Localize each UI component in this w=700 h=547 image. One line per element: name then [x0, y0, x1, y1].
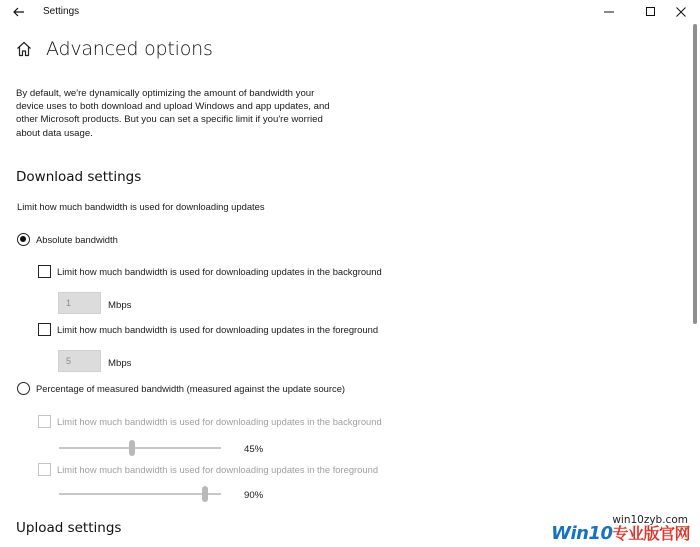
watermark-brand-en: Win10: [551, 523, 613, 544]
absolute-foreground-unit: Mbps: [108, 358, 132, 369]
percentage-bandwidth-radio[interactable]: [17, 382, 30, 395]
percentage-bandwidth-label: Percentage of measured bandwidth (measured against the update source): [36, 383, 346, 394]
absolute-background-input[interactable]: 1: [58, 292, 101, 314]
percentage-background-label: Limit how much bandwidth is used for downloading updates in the background: [57, 416, 382, 427]
percentage-foreground-value: 90%: [244, 490, 264, 501]
app-title: Settings: [43, 6, 80, 17]
percentage-foreground-label: Limit how much bandwidth is used for downloading updates in the foreground: [57, 464, 379, 475]
home-icon[interactable]: [15, 40, 33, 58]
percentage-background-slider-thumb[interactable]: [129, 440, 135, 456]
watermark-logo: [508, 514, 694, 544]
page-title: Advanced options: [46, 38, 213, 60]
watermark-url: win10zyb.com: [612, 514, 688, 526]
absolute-bandwidth-radio[interactable]: [17, 233, 30, 246]
scrollbar[interactable]: [693, 24, 697, 324]
close-button[interactable]: [664, 0, 698, 24]
minimize-button[interactable]: [592, 0, 626, 24]
absolute-foreground-input[interactable]: 5: [58, 350, 101, 372]
absolute-foreground-checkbox[interactable]: [38, 323, 51, 336]
absolute-foreground-label: Limit how much bandwidth is used for downloading updates in the foreground: [57, 324, 379, 335]
back-button[interactable]: [8, 2, 30, 22]
upload-settings-heading: Upload settings: [16, 520, 122, 536]
download-description: Limit how much bandwidth is used for downloading updates: [17, 201, 265, 212]
title-bar: [0, 0, 700, 24]
absolute-background-label: Limit how much bandwidth is used for downloading updates in the background: [57, 266, 382, 277]
watermark-brand-cn: 专业版官网: [612, 524, 690, 543]
close-icon: [676, 7, 686, 17]
percentage-foreground-slider[interactable]: [59, 493, 221, 495]
percentage-background-checkbox[interactable]: [38, 415, 51, 428]
maximize-button[interactable]: [634, 0, 668, 24]
maximize-icon: [646, 7, 656, 17]
absolute-background-checkbox[interactable]: [38, 265, 51, 278]
absolute-bandwidth-label: Absolute bandwidth: [36, 234, 118, 245]
download-settings-heading: Download settings: [16, 169, 142, 185]
minimize-icon: [604, 7, 614, 17]
percentage-background-value: 45%: [244, 444, 264, 455]
absolute-background-unit: Mbps: [108, 300, 132, 311]
percentage-foreground-checkbox[interactable]: [38, 463, 51, 476]
intro-text: By default, we're dynamically optimizing the amount of bandwidth your device uses to both download and upload Windows and app updates, and other Microsoft products. But you can set a specific limit if you're worried about data usage.: [16, 88, 330, 139]
back-arrow-icon: [13, 7, 25, 17]
percentage-foreground-slider-thumb[interactable]: [202, 486, 208, 502]
percentage-background-slider[interactable]: [59, 447, 221, 449]
